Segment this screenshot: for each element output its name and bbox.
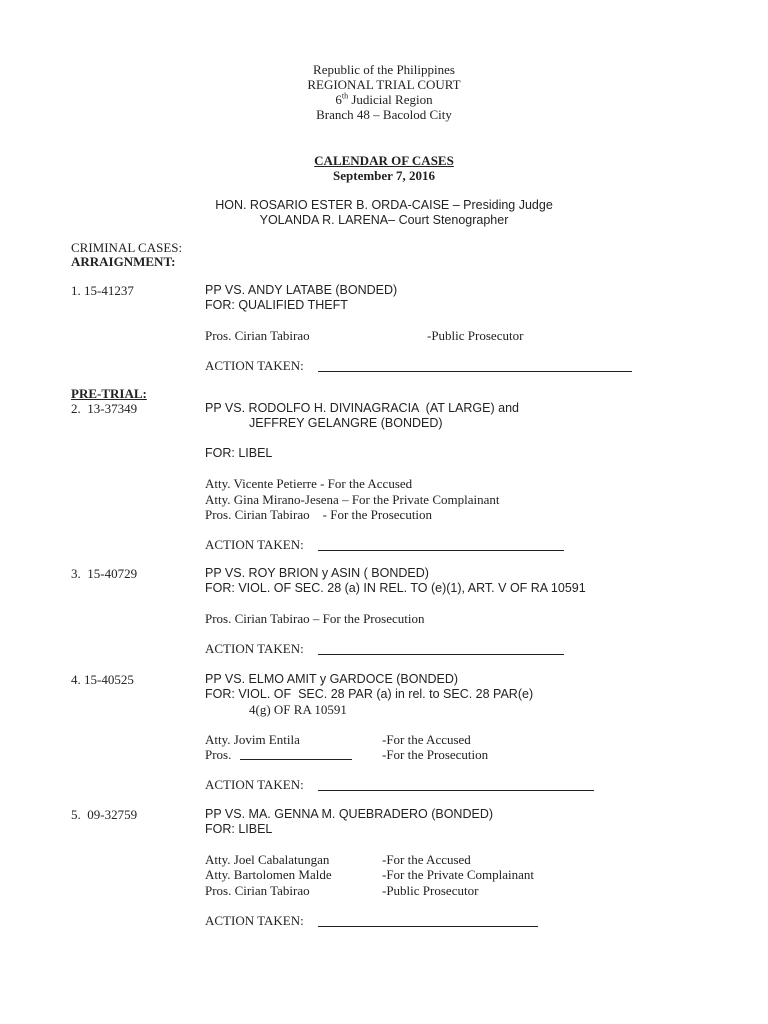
case-5-charge: FOR: LIBEL bbox=[205, 822, 273, 836]
case-5-counsel-1-name: Atty. Joel Cabalatungan bbox=[205, 852, 330, 867]
region-text: Judicial Region bbox=[348, 92, 433, 107]
case-4-action-blank bbox=[318, 790, 594, 791]
case-4-charge-cont: 4(g) OF RA 10591 bbox=[249, 702, 347, 717]
case-1-action-blank bbox=[318, 371, 632, 372]
case-5-counsel-2-name: Atty. Bartolomen Malde bbox=[205, 867, 332, 882]
case-3-number: 3. 15-40729 bbox=[71, 566, 138, 581]
region-ordinal: th bbox=[341, 91, 349, 101]
case-1-number: 1. 15-41237 bbox=[71, 283, 134, 298]
case-4-counsel-1-name: Atty. Jovim Entila bbox=[205, 732, 300, 747]
case-2-title-cont: JEFFREY GELANGRE (BONDED) bbox=[249, 416, 443, 430]
case-1-action-label: ACTION TAKEN: bbox=[205, 358, 307, 373]
case-3-action-blank bbox=[318, 654, 564, 655]
case-2-counsel-2: Atty. Gina Mirano-Jesena – For the Private Complainant bbox=[205, 492, 500, 507]
case-4-counsel-2-role: -For the Prosecution bbox=[382, 747, 489, 762]
court-stenographer: YOLANDA R. LARENA– Court Stenographer bbox=[259, 213, 509, 227]
case-1-title: PP VS. ANDY LATABE (BONDED) bbox=[205, 283, 398, 297]
case-4-number: 4. 15-40525 bbox=[71, 672, 134, 687]
case-5-counsel-2-role: -For the Private Complainant bbox=[382, 867, 535, 882]
case-5-counsel-3-role: -Public Prosecutor bbox=[382, 883, 479, 898]
header-region bbox=[0, 92, 768, 107]
case-1-counsel-name: Pros. Cirian Tabirao bbox=[205, 328, 310, 343]
case-1-charge: FOR: QUALIFIED THEFT bbox=[205, 298, 348, 312]
case-4-action-label: ACTION TAKEN: bbox=[205, 777, 307, 792]
section-arraignment: ARRAIGNMENT: bbox=[71, 254, 176, 269]
case-1-counsel-role: -Public Prosecutor bbox=[427, 328, 524, 343]
case-5-action-blank bbox=[318, 926, 538, 927]
case-5-counsel-3-name: Pros. Cirian Tabirao bbox=[205, 883, 310, 898]
calendar-date: September 7, 2016 bbox=[333, 168, 435, 183]
case-2-charge: FOR: LIBEL bbox=[205, 446, 273, 460]
case-4-charge: FOR: VIOL. OF SEC. 28 PAR (a) in rel. to SEC. 28 PAR(e) bbox=[205, 687, 534, 701]
case-3-action-label: ACTION TAKEN: bbox=[205, 641, 307, 656]
case-2-number: 2. 13-37349 bbox=[71, 401, 138, 416]
region-number: 6 bbox=[335, 92, 342, 107]
header-republic: Republic of the Philippines bbox=[313, 62, 455, 77]
case-2-title: PP VS. RODOLFO H. DIVINAGRACIA (AT LARGE) and bbox=[205, 401, 519, 415]
case-5-title: PP VS. MA. GENNA M. QUEBRADERO (BONDED) bbox=[205, 807, 494, 821]
section-criminal-cases: CRIMINAL CASES: bbox=[71, 240, 183, 255]
case-5-number: 5. 09-32759 bbox=[71, 807, 138, 822]
case-2-counsel-3: Pros. Cirian Tabirao - For the Prosecution bbox=[205, 507, 433, 522]
section-pre-trial: PRE-TRIAL: bbox=[71, 386, 147, 401]
case-4-counsel-1-role: -For the Accused bbox=[382, 732, 471, 747]
calendar-title: CALENDAR OF CASES bbox=[314, 153, 454, 168]
header-court: REGIONAL TRIAL COURT bbox=[307, 77, 461, 92]
header-branch: Branch 48 – Bacolod City bbox=[316, 107, 452, 122]
case-2-action-label: ACTION TAKEN: bbox=[205, 537, 307, 552]
case-4-counsel-2-name: Pros. bbox=[205, 747, 235, 762]
case-3-charge: FOR: VIOL. OF SEC. 28 (a) IN REL. TO (e)(1), ART. V OF RA 10591 bbox=[205, 581, 586, 595]
case-2-counsel-1: Atty. Vicente Petierre - For the Accused bbox=[205, 476, 413, 491]
case-3-title: PP VS. ROY BRION y ASIN ( BONDED) bbox=[205, 566, 429, 580]
case-4-prosecutor-blank bbox=[240, 759, 352, 760]
case-3-counsel-1: Pros. Cirian Tabirao – For the Prosecution bbox=[205, 611, 425, 626]
presiding-judge: HON. ROSARIO ESTER B. ORDA-CAISE – Presiding Judge bbox=[215, 198, 553, 212]
case-5-action-label: ACTION TAKEN: bbox=[205, 913, 304, 928]
case-5-counsel-1-role: -For the Accused bbox=[382, 852, 471, 867]
case-4-title: PP VS. ELMO AMIT y GARDOCE (BONDED) bbox=[205, 672, 459, 686]
case-2-action-blank bbox=[318, 550, 564, 551]
